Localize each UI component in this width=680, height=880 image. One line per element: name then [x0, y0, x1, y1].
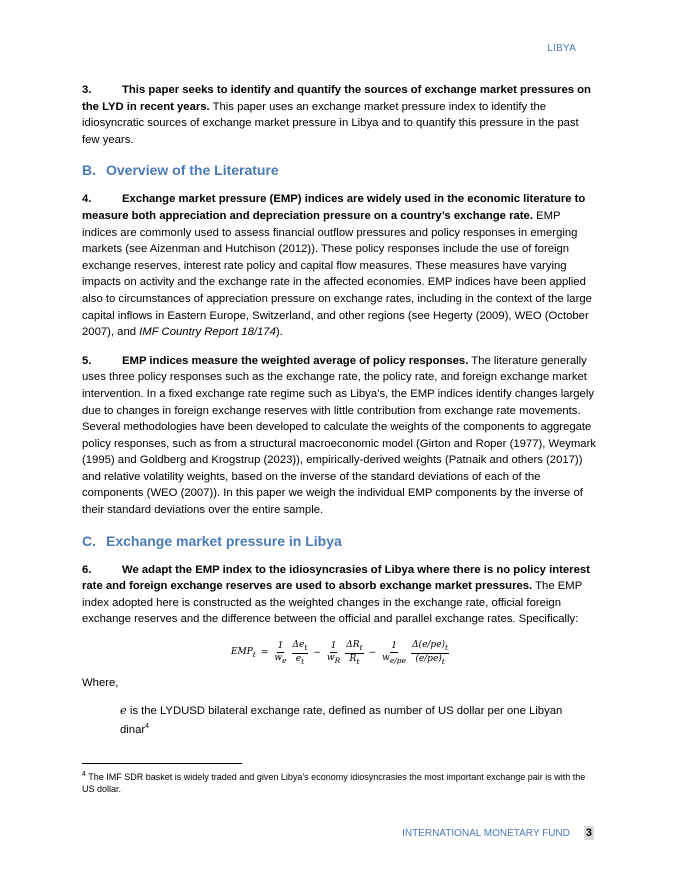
paragraph-body: EMP indices are commonly used to assess financial outflow pressures and policy responses in emerging markets (see Aizenman and Hutchison (2012)). These policy responses include the use of foreign exchange reserves, interest rate policy and capital flow measures. These measures have varying impacts on activity and the exchange rate in the affected economies. EMP indices have been applied also to circumstances of appreciation pressure on exchange rates, including in the context of the large capital inflows in Eastern Europe, Switzerland, and other regions (see Hegerty (2009), WEO (October 2007), and — [82, 209, 592, 339]
page-number: 3 — [585, 827, 592, 839]
footnote-mark: 4 — [82, 771, 86, 778]
footnote-4 — [82, 769, 598, 795]
page-footer — [402, 826, 594, 840]
paragraph-body: The EMP index adopted here is constructed as the weighted changes in the exchange rate, official foreign exchange reserves and the difference between the official and parallel exchange rates. Specifically: — [82, 580, 583, 626]
page-body — [82, 82, 598, 739]
paragraph-body: The literature generally uses three policy responses such as the exchange rate, the policy rate, and foreign exchange market intervention. In a fixed exchange rate regime such as Libya’s, the EMP indices identify changes largely due to changes in foreign exchange reserves with little contribution from exchange rate movements. Several methodologies have been developed to calculate the weights of the components to aggregate policy responses, such as from a structural macroeconomic model (Girton and Roper (1977), Weymark (1995) and Goldberg and Krogstrup (2023)), empirically-derived weights (Patnaik and others (2017)) and relative volatility weights, based on the inverse of the standard deviations of each of the components (WEO (2007)). In this paper we weigh the individual EMP components by the inverse of their standard deviations over the entire sample. — [82, 354, 597, 517]
footer-org: INTERNATIONAL MONETARY FUND — [402, 827, 570, 839]
footnote-text: The IMF SDR basket is widely traded and given Libya’s economy idiosyncrasies the most important exchange pair is with the US dollar. — [82, 772, 586, 794]
section-label: B. — [82, 162, 96, 179]
paragraph-5 — [82, 353, 598, 519]
section-heading-c — [82, 533, 598, 549]
paragraph-4 — [82, 191, 598, 340]
paragraph-6 — [82, 562, 598, 628]
footnote-reference[interactable]: 4 — [145, 723, 150, 731]
formula-change-e: $\frac{\Delta e_t}{e_t}$ — [292, 640, 308, 666]
paragraph-body: This paper uses an exchange market pressure index to identify the idiosyncratic sources of exchange market pressure in Libya and to quantify this pressure in the past few years. — [82, 100, 579, 146]
definition-text: is the LYDUSD bilateral exchange rate, defined as number of US dollar per one Libyan dinar — [120, 704, 563, 736]
running-header: LIBYA — [547, 43, 576, 54]
paragraph-number: 5. — [82, 354, 92, 367]
section-title: Overview of the Literature — [106, 162, 279, 179]
formula-lhs: $EMP_t$ — [230, 647, 256, 660]
formula-change-r: $\frac{\Delta R_t}{R_t}$ — [346, 640, 363, 666]
formula-equals: = — [260, 648, 269, 659]
emp-formula — [82, 640, 598, 667]
formula-weight-r: $\frac{1}{w_R}$ — [326, 640, 341, 665]
paragraph-number: 6. — [82, 563, 92, 576]
section-title: Exchange market pressure in Libya — [106, 532, 342, 549]
section-label: C. — [82, 532, 96, 549]
paragraph-3 — [82, 82, 598, 148]
formula-change-epe: $\frac{\Delta(e/pe)_t}{(e/pe)_t}$ — [412, 640, 449, 666]
where-label: Where, — [82, 676, 119, 689]
definition-e — [120, 703, 590, 739]
paragraph-tail: ). — [275, 326, 283, 339]
footnote-divider — [82, 763, 242, 764]
formula-minus: − — [313, 648, 321, 659]
formula-weight-e: $\frac{1}{w_e}$ — [274, 640, 287, 665]
formula-weight-epe: $\frac{1}{w_{e/pe}}$ — [382, 640, 407, 665]
paragraph-number: 3. — [82, 84, 92, 96]
paragraph-lead: Exchange market pressure (EMP) indices are widely used in the economic literature to measure both appreciation and depreciation pressure on a country’s exchange rate. — [82, 193, 586, 222]
paragraph-lead: This paper seeks to identify and quantify the sources of exchange market pressures on the LYD in recent years. — [82, 84, 591, 113]
paragraph-lead: EMP indices measure the weighted average of policy responses. — [122, 354, 469, 367]
definition-symbol: e — [120, 703, 127, 717]
paragraph-lead: We adapt the EMP index to the idiosyncrasies of Libya where there is no policy interest rate and foreign exchange reserves are used to absorb exchange market pressures. — [82, 563, 590, 593]
report-citation: IMF Country Report 18/174 — [139, 326, 276, 339]
paragraph-number: 4. — [82, 193, 92, 206]
section-heading-b — [82, 162, 598, 178]
formula-minus: − — [368, 648, 377, 659]
